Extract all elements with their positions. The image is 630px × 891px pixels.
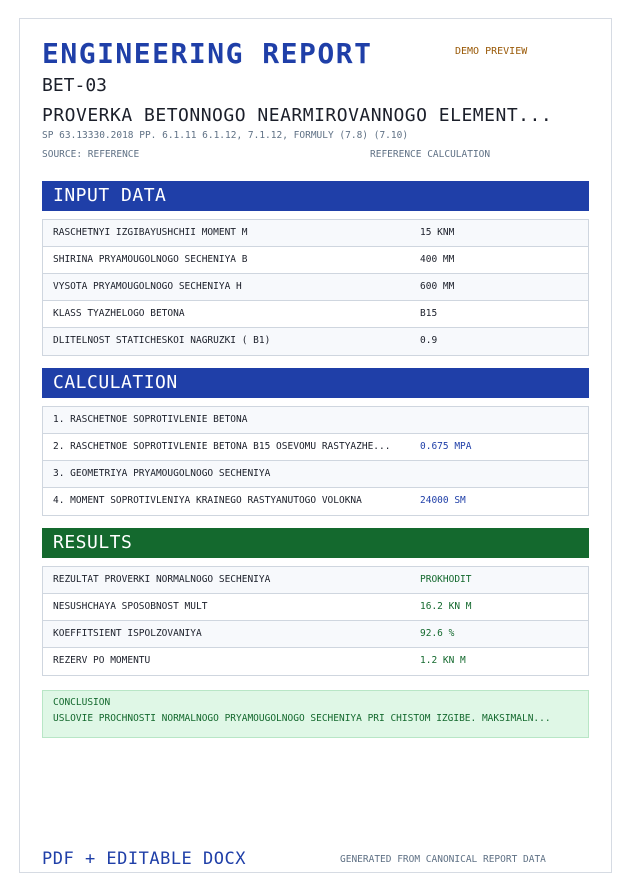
report-code: BET-03 xyxy=(42,75,108,96)
row-value: 15 KNM xyxy=(420,227,455,238)
row-label: VYSOTA PRYAMOUGOLNOGO SECHENIYA H xyxy=(53,281,242,292)
row-value: B15 xyxy=(420,308,438,319)
row-value: PROKHODIT xyxy=(420,574,472,585)
table-row xyxy=(43,488,588,515)
row-value: 16.2 KN M xyxy=(420,601,472,612)
results-header: RESULTS xyxy=(42,528,589,558)
table-row xyxy=(43,407,588,434)
row-value: 600 MM xyxy=(420,281,455,292)
table-row xyxy=(43,567,588,594)
row-label: 3. GEOMETRIYA PRYAMOUGOLNOGO SECHENIYA xyxy=(53,468,271,479)
row-value: 24000 SM xyxy=(420,495,466,506)
row-label: 2. RASCHETNOE SOPROTIVLENIE BETONA B15 OSEVOMU RASTYAZHE... xyxy=(53,441,391,452)
table-row xyxy=(43,594,588,621)
export-formats-label: PDF + EDITABLE DOCX xyxy=(42,849,246,869)
results-table xyxy=(42,566,589,676)
calculation-header: CALCULATION xyxy=(42,368,589,398)
row-label: 4. MOMENT SOPROTIVLENIYA KRAINEGO RASTYANUTOGO VOLOKNA xyxy=(53,495,362,506)
row-value: 0.675 MPA xyxy=(420,441,472,452)
input-data-table xyxy=(42,219,589,356)
report-title: ENGINEERING REPORT xyxy=(42,37,373,70)
generated-note: GENERATED FROM CANONICAL REPORT DATA xyxy=(340,854,546,865)
row-label: RASCHETNYI IZGIBAYUSHCHII MOMENT M xyxy=(53,227,248,238)
table-row xyxy=(43,274,588,301)
row-label: KLASS TYAZHELOGO BETONA xyxy=(53,308,185,319)
calculation-table xyxy=(42,406,589,516)
row-label: REZULTAT PROVERKI NORMALNOGO SECHENIYA xyxy=(53,574,271,585)
row-label: REZERV PO MOMENTU xyxy=(53,655,151,666)
report-heading: PROVERKA BETONNOGO NEARMIROVANNOGO ELEMENT... xyxy=(42,105,553,126)
table-row xyxy=(43,328,588,355)
row-label: 1. RASCHETNOE SOPROTIVLENIE BETONA xyxy=(53,414,248,425)
report-content xyxy=(42,19,589,872)
reference-calculation-label: REFERENCE CALCULATION xyxy=(370,149,491,160)
conclusion-text: USLOVIE PROCHNOSTI NORMALNOGO PRYAMOUGOLNOGO SECHENIYA PRI CHISTOM IZGIBE. MAKSIMALN... xyxy=(53,713,551,724)
table-row xyxy=(43,434,588,461)
row-value: 92.6 % xyxy=(420,628,455,639)
source-label: SOURCE: REFERENCE xyxy=(42,149,140,160)
table-row xyxy=(43,621,588,648)
report-page xyxy=(19,18,612,873)
conclusion-title: CONCLUSION xyxy=(53,697,111,708)
table-row xyxy=(43,648,588,675)
norms-reference: SP 63.13330.2018 PP. 6.1.11 6.1.12, 7.1.12, FORMULY (7.8) (7.10) xyxy=(42,130,409,141)
input-data-header: INPUT DATA xyxy=(42,181,589,211)
table-row xyxy=(43,461,588,488)
row-value: 0.9 xyxy=(420,335,438,346)
table-row xyxy=(43,220,588,247)
conclusion-box xyxy=(42,690,589,738)
row-label: SHIRINA PRYAMOUGOLNOGO SECHENIYA B xyxy=(53,254,248,265)
row-value: 1.2 KN M xyxy=(420,655,466,666)
row-label: KOEFFITSIENT ISPOLZOVANIYA xyxy=(53,628,202,639)
row-label: DLITELNOST STATICHESKOI NAGRUZKI ( B1) xyxy=(53,335,271,346)
table-row xyxy=(43,301,588,328)
row-value: 400 MM xyxy=(420,254,455,265)
row-label: NESUSHCHAYA SPOSOBNOST MULT xyxy=(53,601,208,612)
table-row xyxy=(43,247,588,274)
demo-preview-label: DEMO PREVIEW xyxy=(455,46,528,57)
